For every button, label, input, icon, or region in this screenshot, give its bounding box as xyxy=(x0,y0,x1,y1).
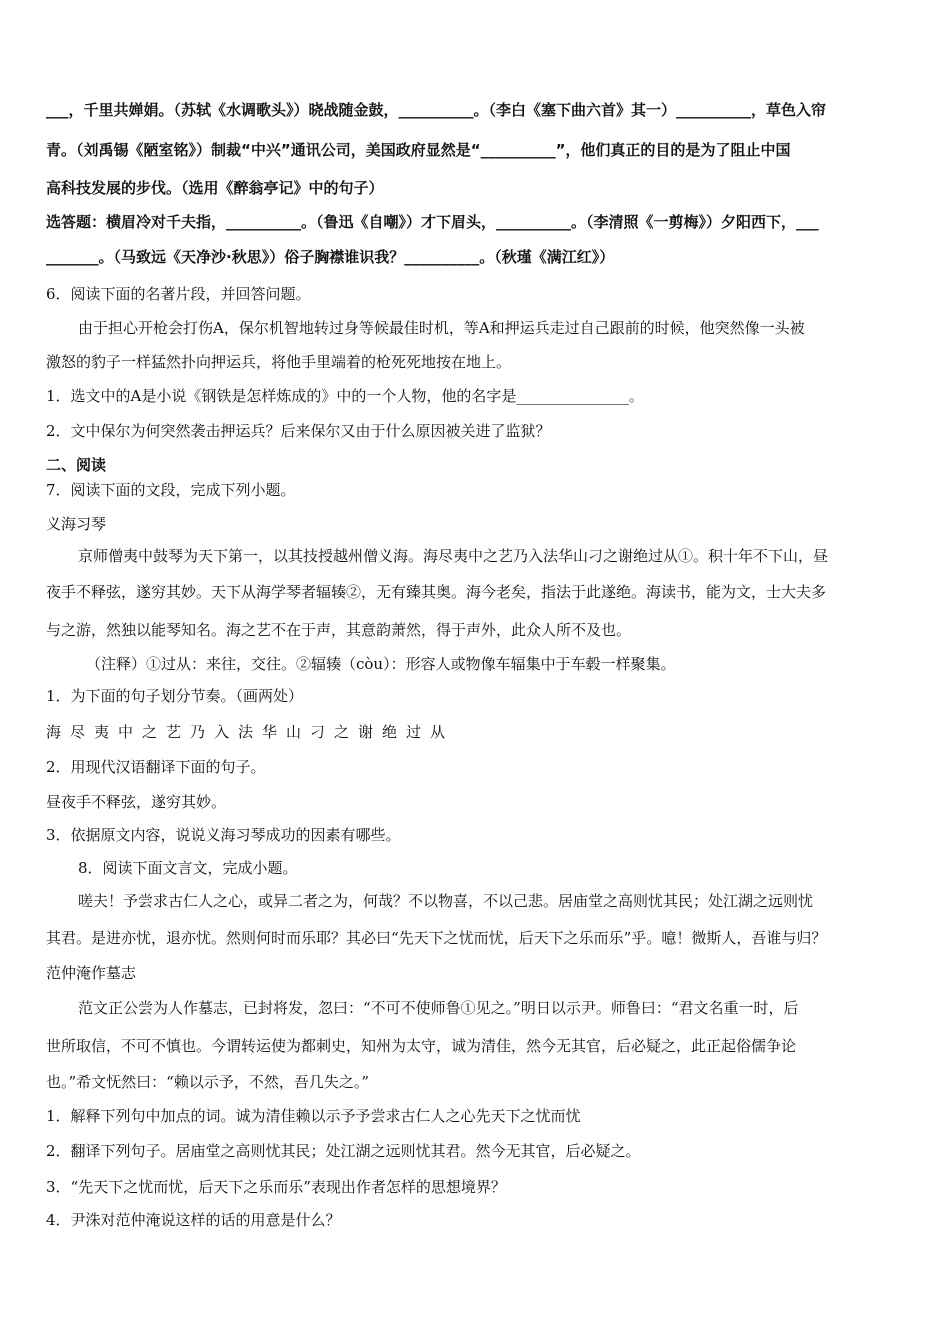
question-7-1: 1．为下面的句子划分节奏。（画两处） xyxy=(46,687,304,705)
passage-muzhi-line-2: 世所取信，不可不慎也。今谓转运使为都刺史，知州为太守，诚为清佳，然今无其官，后必疑之，此正起俗儒争论 xyxy=(46,1037,797,1055)
passage-title-yihai: 义海习琴 xyxy=(46,515,107,533)
passage-yihai-line-1: 京师僧夷中鼓琴为天下第一，以其技授越州僧义海。海尽夷中之艺乃入法华山刁之谢绝过从①。积十年不下山，昼 xyxy=(78,547,829,565)
question-8-3: 3．“先天下之忧而忧，后天下之乐而乐”表现出作者怎样的思想境界？ xyxy=(46,1178,506,1196)
question-8-4: 4．尹洙对范仲淹说这样的话的用意是什么？ xyxy=(46,1211,341,1229)
question-7-prompt: 7．阅读下面的文段，完成下列小题。 xyxy=(46,481,296,499)
passage-muzhi-line-3: 也。”希文怃然曰：“赖以示予，不然，吾几失之。” xyxy=(46,1073,370,1091)
passage-yihai-line-2: 夜手不释弦，遂穷其妙。天下从海学琴者辐辏②，无有臻其奥。海今老矣，指法于此遂绝。海读书，能为文，士大夫多 xyxy=(46,583,827,601)
translate-sentence: 昼夜手不释弦，遂穷其妙。 xyxy=(46,793,227,811)
fill-in-line-2: 青。（刘禹锡《陋室铭》）制裁“中兴”通讯公司，美国政府显然是“__________”，他们真正的目的是为了阻止中国 xyxy=(46,141,791,159)
passage-yihai-line-3: 与之游，然独以能琴知名。海之艺不在于声，其意韵萧然，得于声外，此众人所不及也。 xyxy=(46,621,632,639)
excerpt-paragraph-line-1: 由于担心开枪会打伤A，保尔机智地转过身等候最佳时机，等A和押运兵走过自己跟前的时候，他突然像一头被 xyxy=(78,319,805,337)
question-7-3: 3．依据原文内容，说说义海习琴成功的因素有哪些。 xyxy=(46,826,401,844)
question-8-2: 2．翻译下列句子。居庙堂之高则忧其民；处江湖之远则忧其君。然今无其官，后必疑之。 xyxy=(46,1142,641,1160)
question-6-prompt: 6．阅读下面的名著片段，并回答问题。 xyxy=(46,285,311,303)
passage-muzhi-line-1: 范文正公尝为人作墓志，已封将发，忽曰：“不可不使师鲁①见之。”明日以示尹。师鲁曰：“君文名重一时，后 xyxy=(78,999,799,1017)
question-8-1: 1．解释下列句中加点的词。诚为清佳赖以示予予尝求古仁人之心先天下之忧而忧 xyxy=(46,1107,581,1125)
question-6-1: 1．选文中的A是小说《钢铁是怎样炼成的》中的一个人物，他的名字是_______________。 xyxy=(46,387,644,405)
excerpt-paragraph-line-2: 激怒的豹子一样猛然扑向押运兵，将他手里端着的枪死死地按在地上。 xyxy=(46,353,512,371)
passage-yueyang-line-2: 其君。是进亦忧，退亦忧。然则何时而乐耶？其必曰“先天下之忧而忧，后天下之乐而乐”乎。噫！微斯人，吾谁与归？ xyxy=(46,929,827,947)
fill-in-line-1: ___，千里共婵娟。（苏轼《水调歌头》）晓战随金鼓，__________。（李白《塞下曲六首》其一）__________，草色入帘 xyxy=(46,101,827,119)
passage-yueyang-line-1: 嗟夫！予尝求古仁人之心，或异二者之为，何哉？不以物喜，不以己悲。居庙堂之高则忧其民；处江湖之远则忧 xyxy=(78,892,814,910)
question-8-prompt: 8．阅读下面文言文，完成小题。 xyxy=(78,859,298,877)
section-heading-reading: 二、阅读 xyxy=(46,456,107,474)
passage-title-muzhi: 范仲淹作墓志 xyxy=(46,964,137,982)
annotation-note: （注释）①过从：来往，交往。②辐辏（còu）：形容人或物像车辐集中于车毂一样聚集。 xyxy=(86,655,676,673)
optional-question-line-1: 选答题：横眉冷对千夫指，__________。（鲁迅《自嘲》）才下眉头，__________。（李清照《一剪梅》）夕阳西下，___ xyxy=(46,213,819,231)
fill-in-line-3: 高科技发展的步伐。（选用《醉翁亭记》中的句子） xyxy=(46,179,384,197)
question-7-2: 2．用现代汉语翻译下面的句子。 xyxy=(46,758,266,776)
question-6-2: 2．文中保尔为何突然袭击押运兵？后来保尔又由于什么原因被关进了监狱？ xyxy=(46,422,551,440)
optional-question-line-2: _______。（马致远《天净沙·秋思》）俗子胸襟谁识我？__________。（秋瑾《满江红》） xyxy=(46,248,615,266)
rhythm-sentence: 海尽夷中之艺乃入法华山刁之谢绝过从 xyxy=(46,723,455,741)
